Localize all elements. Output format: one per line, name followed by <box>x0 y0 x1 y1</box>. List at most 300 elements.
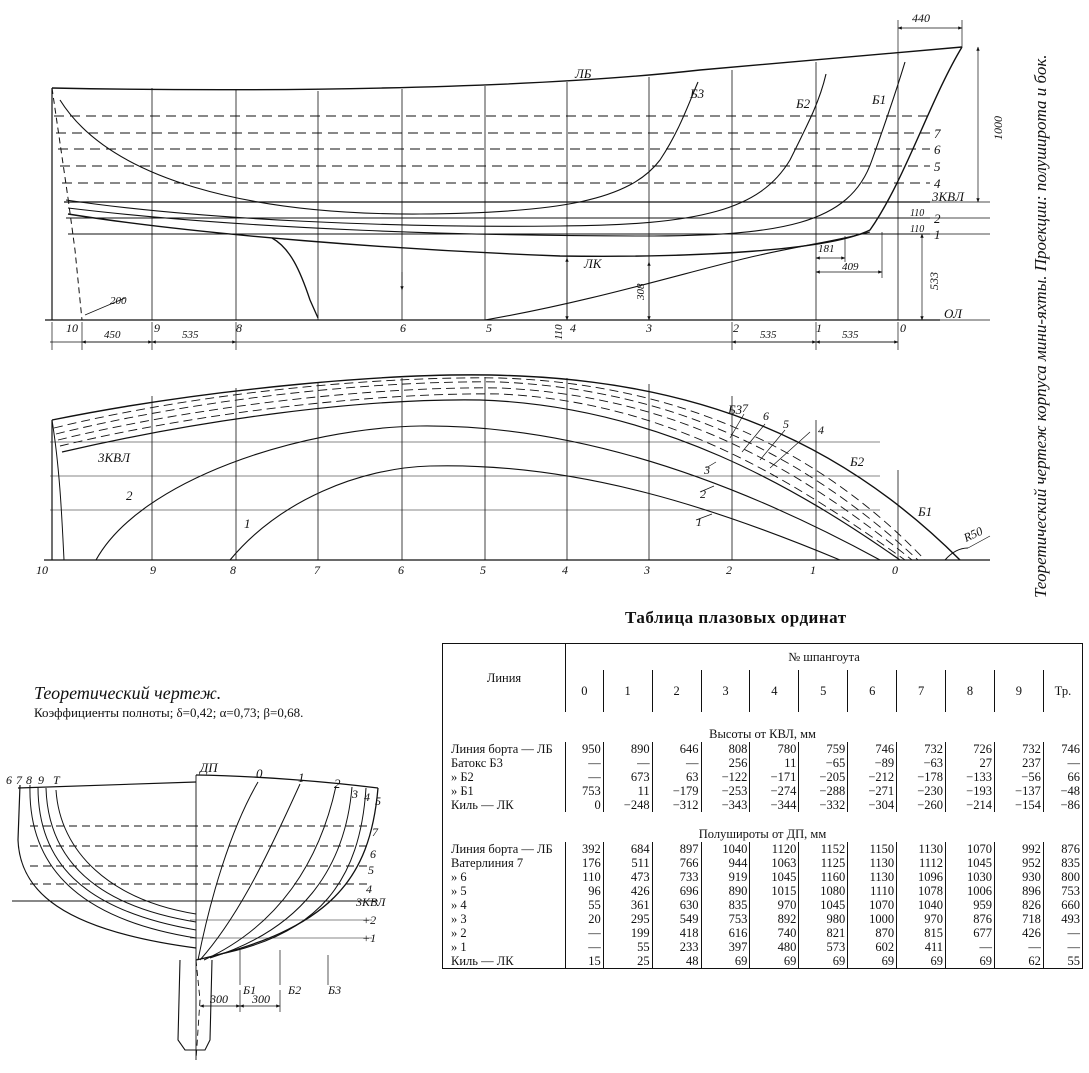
table-col-header: 0 <box>566 670 604 712</box>
dim-200: 200 <box>110 295 127 307</box>
table-cell: 808 <box>701 742 750 756</box>
body-plan-coefficients: Коэффициенты полноты; δ=0,42; α=0,73; β=0,68. <box>34 705 304 720</box>
table-cell: 780 <box>750 742 799 756</box>
plan-view <box>44 375 990 560</box>
table-cell: 55 <box>1043 954 1082 968</box>
table-cell: 826 <box>994 898 1043 912</box>
table-cell: 746 <box>848 742 897 756</box>
table-cell: 602 <box>848 940 897 954</box>
dim-440: 440 <box>912 11 930 25</box>
table-cell: −205 <box>799 770 848 784</box>
table-col-header: 5 <box>799 670 848 712</box>
table-cell: −230 <box>897 784 946 798</box>
table-col-header: Тр. <box>1043 670 1082 712</box>
table-cell: 69 <box>946 954 995 968</box>
table-cell: 11 <box>750 756 799 770</box>
table-cell: 753 <box>566 784 604 798</box>
table-cell: 511 <box>603 856 652 870</box>
table-cell: 256 <box>701 756 750 770</box>
label-lb: ЛБ <box>575 66 592 81</box>
table-cell: 1130 <box>848 856 897 870</box>
plan-label-w1: 1 <box>244 516 251 531</box>
plan-stations-2: 8 <box>230 563 236 577</box>
table-cell: 1045 <box>946 856 995 870</box>
label-b3: Б3 <box>690 86 705 101</box>
table-cell: 69 <box>897 954 946 968</box>
table-cell: −154 <box>994 798 1043 812</box>
body-label-s6: 6 <box>6 773 12 787</box>
table-cell: 392 <box>566 842 604 856</box>
table-row <box>443 954 1083 968</box>
plan-sheer <box>52 375 960 560</box>
table-cell: 237 <box>994 756 1043 770</box>
table-row-name: » 2 <box>451 926 467 940</box>
profile-stations-0: 10 <box>66 321 78 335</box>
table-section-title: Полушироты от ДП, мм <box>698 827 827 841</box>
table-cell: 418 <box>652 926 701 940</box>
table-row-name: » 1 <box>451 940 467 954</box>
table-cell: −253 <box>701 784 750 798</box>
table-cell: −212 <box>848 770 897 784</box>
table-cell: 1045 <box>799 898 848 912</box>
plan-label-b2: Б2 <box>850 454 865 469</box>
plan-label-w2: 2 <box>126 488 133 503</box>
table-row-name: Ватерлиния 7 <box>451 856 524 870</box>
dim-535c: 535 <box>842 329 859 341</box>
table-row-name: » 5 <box>451 884 467 898</box>
plan-stations-1: 9 <box>150 563 156 577</box>
table-cell: 980 <box>799 912 848 926</box>
body-plan-view <box>12 775 378 1060</box>
table-cell: 897 <box>652 842 701 856</box>
table-cell: 952 <box>994 856 1043 870</box>
table-cell: −274 <box>750 784 799 798</box>
table-cell: 480 <box>750 940 799 954</box>
table-cell: 673 <box>603 770 652 784</box>
table-section-title: Высоты от КВЛ, мм <box>709 727 816 741</box>
body-dim-300a: 300 <box>210 992 228 1006</box>
table-cell: 1015 <box>750 884 799 898</box>
table-cell: 69 <box>799 954 848 968</box>
dim-450: 450 <box>104 329 121 341</box>
table-cell: 1080 <box>799 884 848 898</box>
table-cell: −260 <box>897 798 946 812</box>
table-cell: −122 <box>701 770 750 784</box>
body-label-s5: 5 <box>375 794 381 808</box>
table-cell: −86 <box>1043 798 1082 812</box>
table-cell: 835 <box>1043 856 1082 870</box>
label-wl2: 2 <box>934 211 941 226</box>
profile-stations-1: 9 <box>154 321 160 335</box>
table-cell: — <box>1043 756 1082 770</box>
table-row <box>443 798 1083 812</box>
table-cell: 870 <box>848 926 897 940</box>
body-label-s4: 4 <box>364 790 370 804</box>
table-cell: −179 <box>652 784 701 798</box>
table-cell: 426 <box>994 926 1043 940</box>
body-dim-300b: 300 <box>252 992 270 1006</box>
label-b1: Б1 <box>872 92 887 107</box>
table-cell: 1110 <box>848 884 897 898</box>
body-label-kvl: 3КВЛ <box>356 895 386 909</box>
body-plan-title: Теоретический чертеж. <box>34 683 222 703</box>
table-row-name: » Б1 <box>451 784 474 798</box>
table-cell: 821 <box>799 926 848 940</box>
table-cell: −288 <box>799 784 848 798</box>
body-label-s9: 9 <box>38 773 44 787</box>
plan-label-w6: 6 <box>763 409 769 423</box>
table-cell: 199 <box>603 926 652 940</box>
table-cell: 69 <box>848 954 897 968</box>
table-cell: 1096 <box>897 870 946 884</box>
table-cell: −63 <box>897 756 946 770</box>
table-cell: 696 <box>652 884 701 898</box>
dim-308: 308 <box>635 283 647 300</box>
body-label-s7: 7 <box>16 773 22 787</box>
table-cell: 1152 <box>799 842 848 856</box>
table-cell: 1063 <box>750 856 799 870</box>
table-col-header: 9 <box>994 670 1043 712</box>
table-row-name: » 6 <box>451 870 467 884</box>
table-cell: 660 <box>1043 898 1082 912</box>
table-cell: — <box>1043 940 1082 954</box>
plan-stations-10: 0 <box>892 563 898 577</box>
profile-stations-8: 1 <box>816 321 822 335</box>
table-cell: −137 <box>994 784 1043 798</box>
profile-stations-5: 4 <box>570 321 576 335</box>
table-cell: — <box>652 756 701 770</box>
table-cell: −304 <box>848 798 897 812</box>
dim-1000: 1000 <box>991 116 1005 140</box>
table-cell: 493 <box>1043 912 1082 926</box>
table-cell: −343 <box>701 798 750 812</box>
table-row-name: » 3 <box>451 912 467 926</box>
table-row <box>443 884 1083 898</box>
body-label-s8: 8 <box>26 773 32 787</box>
body-label-b1: Б1 <box>243 983 257 997</box>
table-cell: −56 <box>994 770 1043 784</box>
table-cell: — <box>566 756 604 770</box>
table-row <box>443 842 1083 856</box>
table-cell: 573 <box>799 940 848 954</box>
profile-waterlines <box>54 116 930 183</box>
table-row <box>443 940 1083 954</box>
table-cell: 1150 <box>848 842 897 856</box>
label-wl7: 7 <box>934 126 941 141</box>
table-cell: 944 <box>701 856 750 870</box>
dim-110b: 110 <box>910 224 925 235</box>
table-cell: 815 <box>897 926 946 940</box>
table-cell: 1125 <box>799 856 848 870</box>
table-cell: 27 <box>946 756 995 770</box>
table-cell: 684 <box>603 842 652 856</box>
table-cell: 896 <box>994 884 1043 898</box>
dim-110c: 110 <box>553 324 565 340</box>
table-cell: 473 <box>603 870 652 884</box>
table-line-header: Линия <box>443 644 566 713</box>
table-cell: 718 <box>994 912 1043 926</box>
plan-stations-6: 4 <box>562 563 568 577</box>
plan-stations-9: 1 <box>810 563 816 577</box>
dim-535b: 535 <box>760 329 777 341</box>
plan-label-w7: 7 <box>742 401 748 415</box>
dim-409: 409 <box>842 261 859 273</box>
table-col-header: 4 <box>750 670 799 712</box>
table-cell: 233 <box>652 940 701 954</box>
table-cell: 361 <box>603 898 652 912</box>
table-cell: −193 <box>946 784 995 798</box>
label-wl6: 6 <box>934 142 941 157</box>
body-label-wl4: 4 <box>366 882 372 896</box>
table-cell: 48 <box>652 954 701 968</box>
table-cell: — <box>566 926 604 940</box>
plan-label-w1b: 1 <box>696 515 702 529</box>
table-cell: 426 <box>603 884 652 898</box>
table-cell: 677 <box>946 926 995 940</box>
table-cell: 1000 <box>848 912 897 926</box>
table-cell: 66 <box>1043 770 1082 784</box>
body-label-s1: 1 <box>298 770 305 785</box>
label-lk: ЛК <box>584 256 602 271</box>
table-cell: 96 <box>566 884 604 898</box>
plan-stations-8: 2 <box>726 563 732 577</box>
table-col-header: 6 <box>848 670 897 712</box>
table-cell: 1130 <box>848 870 897 884</box>
table-cell: 1160 <box>799 870 848 884</box>
table-cell: −344 <box>750 798 799 812</box>
table-cell: 55 <box>603 940 652 954</box>
body-label-dp: ДП <box>200 760 218 775</box>
keel-line <box>68 47 962 256</box>
plan-label-w4: 4 <box>818 423 824 437</box>
table-cell: 20 <box>566 912 604 926</box>
profile-labels <box>104 11 1005 341</box>
table-cell: 630 <box>652 898 701 912</box>
table-cell: 726 <box>946 742 995 756</box>
plan-stations-4: 6 <box>398 563 404 577</box>
table-cell: 835 <box>701 898 750 912</box>
table-cell: −89 <box>848 756 897 770</box>
table-row <box>443 926 1083 940</box>
table-cell: 1045 <box>750 870 799 884</box>
table-cell: −48 <box>1043 784 1082 798</box>
plan-label-r50: R50 <box>961 523 985 545</box>
dim-535a: 535 <box>182 329 199 341</box>
plan-station-lines <box>152 377 898 560</box>
table-cell: 1040 <box>701 842 750 856</box>
table-cell: 1078 <box>897 884 946 898</box>
table-col-header: 1 <box>603 670 652 712</box>
table-row <box>443 898 1083 912</box>
table-cell: 62 <box>994 954 1043 968</box>
profile-dimensions <box>50 20 990 350</box>
table-title: Таблица плазовых ординат <box>625 608 847 627</box>
table-cell: −312 <box>652 798 701 812</box>
table-cell: 876 <box>946 912 995 926</box>
label-wl1: 1 <box>934 227 941 242</box>
body-label-wl1: +1 <box>362 931 377 945</box>
table-row-name: Линия борта — ЛБ <box>451 742 553 756</box>
table-cell: — <box>603 756 652 770</box>
table-cell: 1070 <box>946 842 995 856</box>
table-col-header: 3 <box>701 670 750 712</box>
offsets-table <box>442 643 1083 969</box>
label-ol: ОЛ <box>944 306 962 321</box>
table-row-name: » Б2 <box>451 770 474 784</box>
table-cell: −133 <box>946 770 995 784</box>
table-cell: −65 <box>799 756 848 770</box>
buttock-b3 <box>60 82 698 214</box>
body-label-wl5: 5 <box>368 863 374 877</box>
table-row <box>443 784 1083 798</box>
table-cell: 1120 <box>750 842 799 856</box>
table-cell: — <box>946 940 995 954</box>
plan-dashed-waterlines <box>54 378 925 560</box>
profile-stations-3: 6 <box>400 321 406 335</box>
table-row-name: » 4 <box>451 898 467 912</box>
table-row <box>443 742 1083 756</box>
table-cell: 753 <box>1043 884 1082 898</box>
plan-stations-5: 5 <box>480 563 486 577</box>
fin-keel <box>272 238 318 318</box>
body-label-wl6: 6 <box>370 847 376 861</box>
table-cell: 740 <box>750 926 799 940</box>
table-cell: 1130 <box>897 842 946 856</box>
table-cell: 25 <box>603 954 652 968</box>
table-cell: 950 <box>566 742 604 756</box>
table-cell: 55 <box>566 898 604 912</box>
profile-stations-4: 5 <box>486 321 492 335</box>
table-cell: 63 <box>652 770 701 784</box>
table-cell: 11 <box>603 784 652 798</box>
table-cell: 732 <box>994 742 1043 756</box>
body-label-b2: Б2 <box>288 983 302 997</box>
plan-wl2 <box>96 426 880 560</box>
table-cell: −248 <box>603 798 652 812</box>
table-cell: 411 <box>897 940 946 954</box>
plan-wl1 <box>230 466 840 560</box>
table-cell: 1006 <box>946 884 995 898</box>
table-cell: 69 <box>750 954 799 968</box>
table-cell: 110 <box>566 870 604 884</box>
plan-label-w2b: 2 <box>700 487 706 501</box>
table-cell: 930 <box>994 870 1043 884</box>
dim-533: 533 <box>927 272 941 290</box>
table-row-name: Батокс Б3 <box>451 756 503 770</box>
table-row-name: Линия борта — ЛБ <box>451 842 553 856</box>
table-cell: 69 <box>701 954 750 968</box>
label-wl4: 4 <box>934 176 941 191</box>
table-cell: 970 <box>750 898 799 912</box>
sheer-line <box>52 47 962 90</box>
table-cell: 1070 <box>848 898 897 912</box>
plan-label-kvl: 3КВЛ <box>98 450 130 465</box>
plan-label-b3: Б3 <box>728 402 743 417</box>
label-wl5: 5 <box>934 159 941 174</box>
table-frame-header: № шпангоута <box>788 649 860 664</box>
table-row-name: Киль — ЛК <box>451 798 514 812</box>
table-col-header: 2 <box>652 670 701 712</box>
plan-label-w5: 5 <box>783 417 789 431</box>
table-cell: 992 <box>994 842 1043 856</box>
table-row-name: Киль — ЛК <box>451 954 514 968</box>
table-cell: 876 <box>1043 842 1082 856</box>
table-cell: −171 <box>750 770 799 784</box>
table-cell: 753 <box>701 912 750 926</box>
table-cell: 15 <box>566 954 604 968</box>
table-row <box>443 856 1083 870</box>
table-cell: — <box>1043 926 1082 940</box>
plan-kvl <box>62 400 900 560</box>
table-cell: 646 <box>652 742 701 756</box>
table-row <box>443 870 1083 884</box>
table-cell: 0 <box>566 798 604 812</box>
plan-station-numbers <box>36 563 898 577</box>
profile-station-lines <box>152 54 898 320</box>
table-cell: 176 <box>566 856 604 870</box>
table-col-header: 7 <box>897 670 946 712</box>
table-cell: 1030 <box>946 870 995 884</box>
table-cell: 892 <box>750 912 799 926</box>
table-cell: 746 <box>1043 742 1082 756</box>
table-cell: 919 <box>701 870 750 884</box>
plan-stations-0: 10 <box>36 563 48 577</box>
table-cell: 766 <box>652 856 701 870</box>
table-row <box>443 770 1083 784</box>
label-kvl: 3КВЛ <box>932 189 964 204</box>
plan-label-b1: Б1 <box>918 504 933 519</box>
table-cell: −178 <box>897 770 946 784</box>
table-cell: 890 <box>701 884 750 898</box>
table-cell: 549 <box>652 912 701 926</box>
table-cell: 970 <box>897 912 946 926</box>
profile-stations-6: 3 <box>646 321 652 335</box>
dim-181: 181 <box>818 243 835 255</box>
table-cell: 397 <box>701 940 750 954</box>
body-label-b3: Б3 <box>328 983 342 997</box>
plan-stations-7: 3 <box>644 563 650 577</box>
table-cell: 759 <box>799 742 848 756</box>
table-row <box>443 756 1083 770</box>
table-cell: — <box>566 940 604 954</box>
body-label-s3: 3 <box>352 787 358 801</box>
table-cell: −214 <box>946 798 995 812</box>
table-cell: 295 <box>603 912 652 926</box>
table-cell: 959 <box>946 898 995 912</box>
table-cell: — <box>994 940 1043 954</box>
dim-110a: 110 <box>910 208 925 219</box>
body-label-s2: 2 <box>334 776 341 791</box>
table-col-header: 8 <box>946 670 995 712</box>
plan-label-w3: 3 <box>704 463 710 477</box>
drawing-side-title: Теоретический чертеж корпуса мини-яхты. Проекции: полуширота и бок. <box>1031 54 1050 598</box>
label-b2: Б2 <box>796 96 811 111</box>
table-cell: 732 <box>897 742 946 756</box>
table-cell: 1040 <box>897 898 946 912</box>
table-cell: — <box>566 770 604 784</box>
table-cell: 616 <box>701 926 750 940</box>
table-cell: 733 <box>652 870 701 884</box>
table-cell: 800 <box>1043 870 1082 884</box>
profile-stations-7: 2 <box>733 321 739 335</box>
profile-stations-2: 8 <box>236 321 242 335</box>
table-cell: −332 <box>799 798 848 812</box>
body-label-st: Т <box>53 773 60 787</box>
profile-stations-9: 0 <box>900 321 906 335</box>
body-label-wl7: 7 <box>372 825 378 839</box>
table-cell: −271 <box>848 784 897 798</box>
table-row <box>443 912 1083 926</box>
